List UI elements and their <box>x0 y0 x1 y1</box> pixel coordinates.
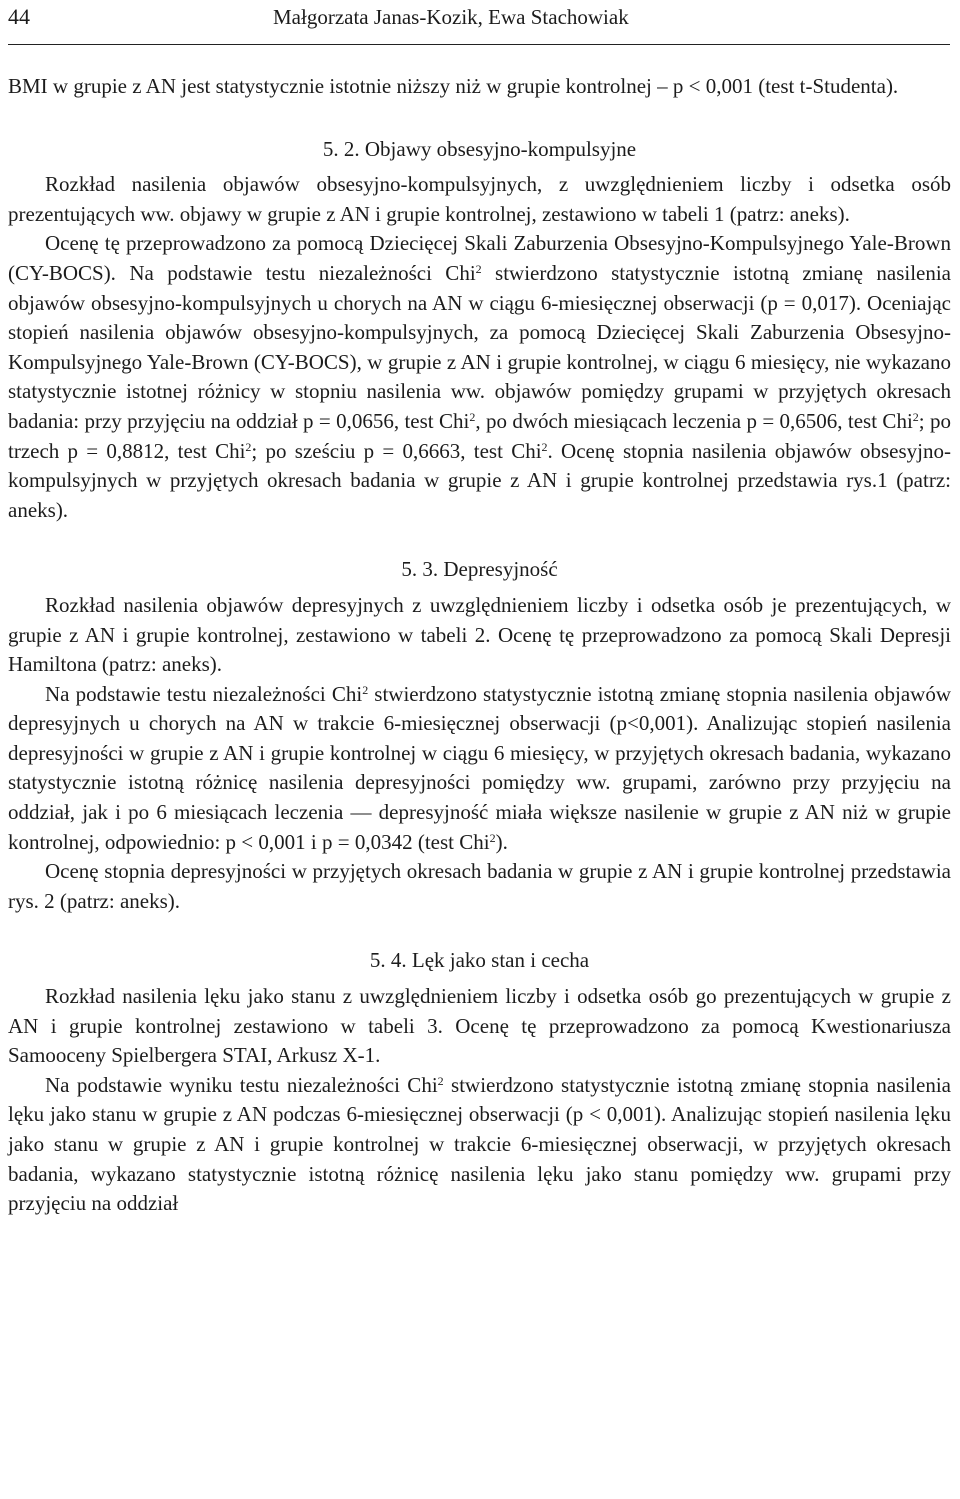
superscript: 2 <box>437 1073 444 1088</box>
running-head: Małgorzata Janas-Kozik, Ewa Stachowiak <box>273 5 629 29</box>
section-heading-5-2: 5. 2. Objawy obsesyjno-kompulsyjne <box>322 136 637 161</box>
superscript: 2 <box>912 409 919 424</box>
paragraph-depression-figure: Ocenę stopnia depresyjności w przyjętych okresach badania w grupie z AN i grupie kontrolnej przedstawia rys. 2 (patrz: aneks). <box>8 859 951 913</box>
paragraph-ocd-distribution: Rozkład nasilenia objawów obsesyjno-kompulsyjnych, z uwzględnieniem liczby i odsetka osób prezentujących ww. objawy w grupie z AN i grupie kontrolnej, zestawiono w tabeli 1 (patrz: aneks). <box>8 172 951 226</box>
superscript: 2 <box>475 261 482 276</box>
paragraph-depression-distribution: Rozkład nasilenia objawów depresyjnych z uwzględnieniem liczby i odsetka osób je prezentujących, w grupie z AN i grupie kontrolnej, zestawiono w tabeli 2. Ocenę tę przeprowadzono za pomocą Skali Depresji Hamiltona (patrz: aneks). <box>8 592 951 677</box>
paragraph-anxiety-distribution: Rozkład nasilenia lęku jako stanu z uwzględnieniem liczby i odsetka osób go prezentujących w grupie z AN i grupie kontrolnej zestawiono w tabeli 3. Ocenę tę przeprowadzono za pomocą Kwestionariusza Samooceny Spielbergera STAI, Arkusz X-1. <box>8 984 951 1068</box>
paragraph-ocd-cybocs: Ocenę tę przeprowadzono za pomocą Dziecięcej Skali Zaburzenia Obsesyjno-Kompulsyjnego Yale-Brown (CY-BOCS). Na podstawie testu niezależności Chi$^2$ stwierdzono statystycznie istotną zmianę nasilenia objawów obsesyjno-kompulsyjnych u chorych na AN w ciągu 6-miesięcznej obserwacji (p = 0,017). Oceniając stopień nasilenia objawów obsesyjno-kompulsyjnych, za pomocą Dziecięcej Skali Zaburzenia Obsesyjno-Kompulsyjnego Yale-Brown (CY-BOCS), w grupie z AN i grupie kontrolnej, w ciągu 6 miesięcy, nie wykazano statystycznie istotnej różnicy w stopniu nasilenia ww. objawów pomiędzy grupami w przyjętych okresach badania: przy przyjęciu na oddział p = 0,0656, test Chi$^2$, po dwóch miesiącach leczenia p = 0,6506, test Chi$^2$; po trzech p = 0,8812, test Chi$^2$; po sześciu p = 0,6663, test Chi$^2$. Ocenę stopnia nasilenia objawów obsesyjno-kompulsyjnych w przyjętych okresach badania w grupie z AN i grupie kontrolnej przedstawia rys.1 (patrz: aneks). <box>8 231 952 522</box>
article-body <box>8 72 951 1219</box>
page-header <box>8 0 950 45</box>
paragraph-bmi: BMI w grupie z AN jest statystycznie istotnie niższy niż w grupie kontrolnej – p < 0,001 (test t-Studenta). <box>8 74 899 98</box>
section-heading-5-4: 5. 4. Lęk jako stan i cecha <box>369 948 590 973</box>
section-heading-5-3: 5. 3. Depresyjność <box>401 557 558 582</box>
paragraph-depression-chi: Na podstawie testu niezależności Chi$^2$ stwierdzono statystycznie istotną zmianę stopnia nasilenia objawów depresyjnych u chorych na AN w trakcie 6-miesięcznej obserwacji (p<0,001). Analizując stopień nasilenia depresyjności w grupie z AN i grupie kontrolnej w ciągu 6 miesięcy, w przyjętych okresach badania, wykazano statystycznie istotną różnicę nasilenia depresyjności pomiędzy ww. grupami, zarówno przy przyjęciu na oddział, jak i po 6 miesiącach leczenia — depresyjność miała większe nasilenie w grupie z AN niż w grupie kontrolnej, odpowiednio: p < 0,001 i p = 0,0342 (test Chi$^2$). <box>8 681 951 854</box>
superscript: 2 <box>489 830 496 845</box>
superscript: 2 <box>245 439 252 454</box>
superscript: 2 <box>362 682 369 697</box>
paragraph-anxiety-chi: Na podstawie wyniku testu niezależności Chi$^2$ stwierdzono statystycznie istotną zmianę stopnia nasilenia lęku jako stanu w grupie z AN podczas 6-miesięcznej obserwacji (p < 0,001). Analizując stopień nasilenia lęku jako stanu w grupie z AN i grupie kontrolnej w trakcie 6-miesięcznej obserwacji, w przyjętych okresach badania, wykazano statystycznie istotną różnicę nasilenia lęku jako stanu pomiędzy ww. grupami przy przyjęciu na oddział <box>8 1072 951 1216</box>
superscript: 2 <box>469 409 476 424</box>
superscript: 2 <box>541 439 548 454</box>
page-number: 44 <box>8 4 30 29</box>
